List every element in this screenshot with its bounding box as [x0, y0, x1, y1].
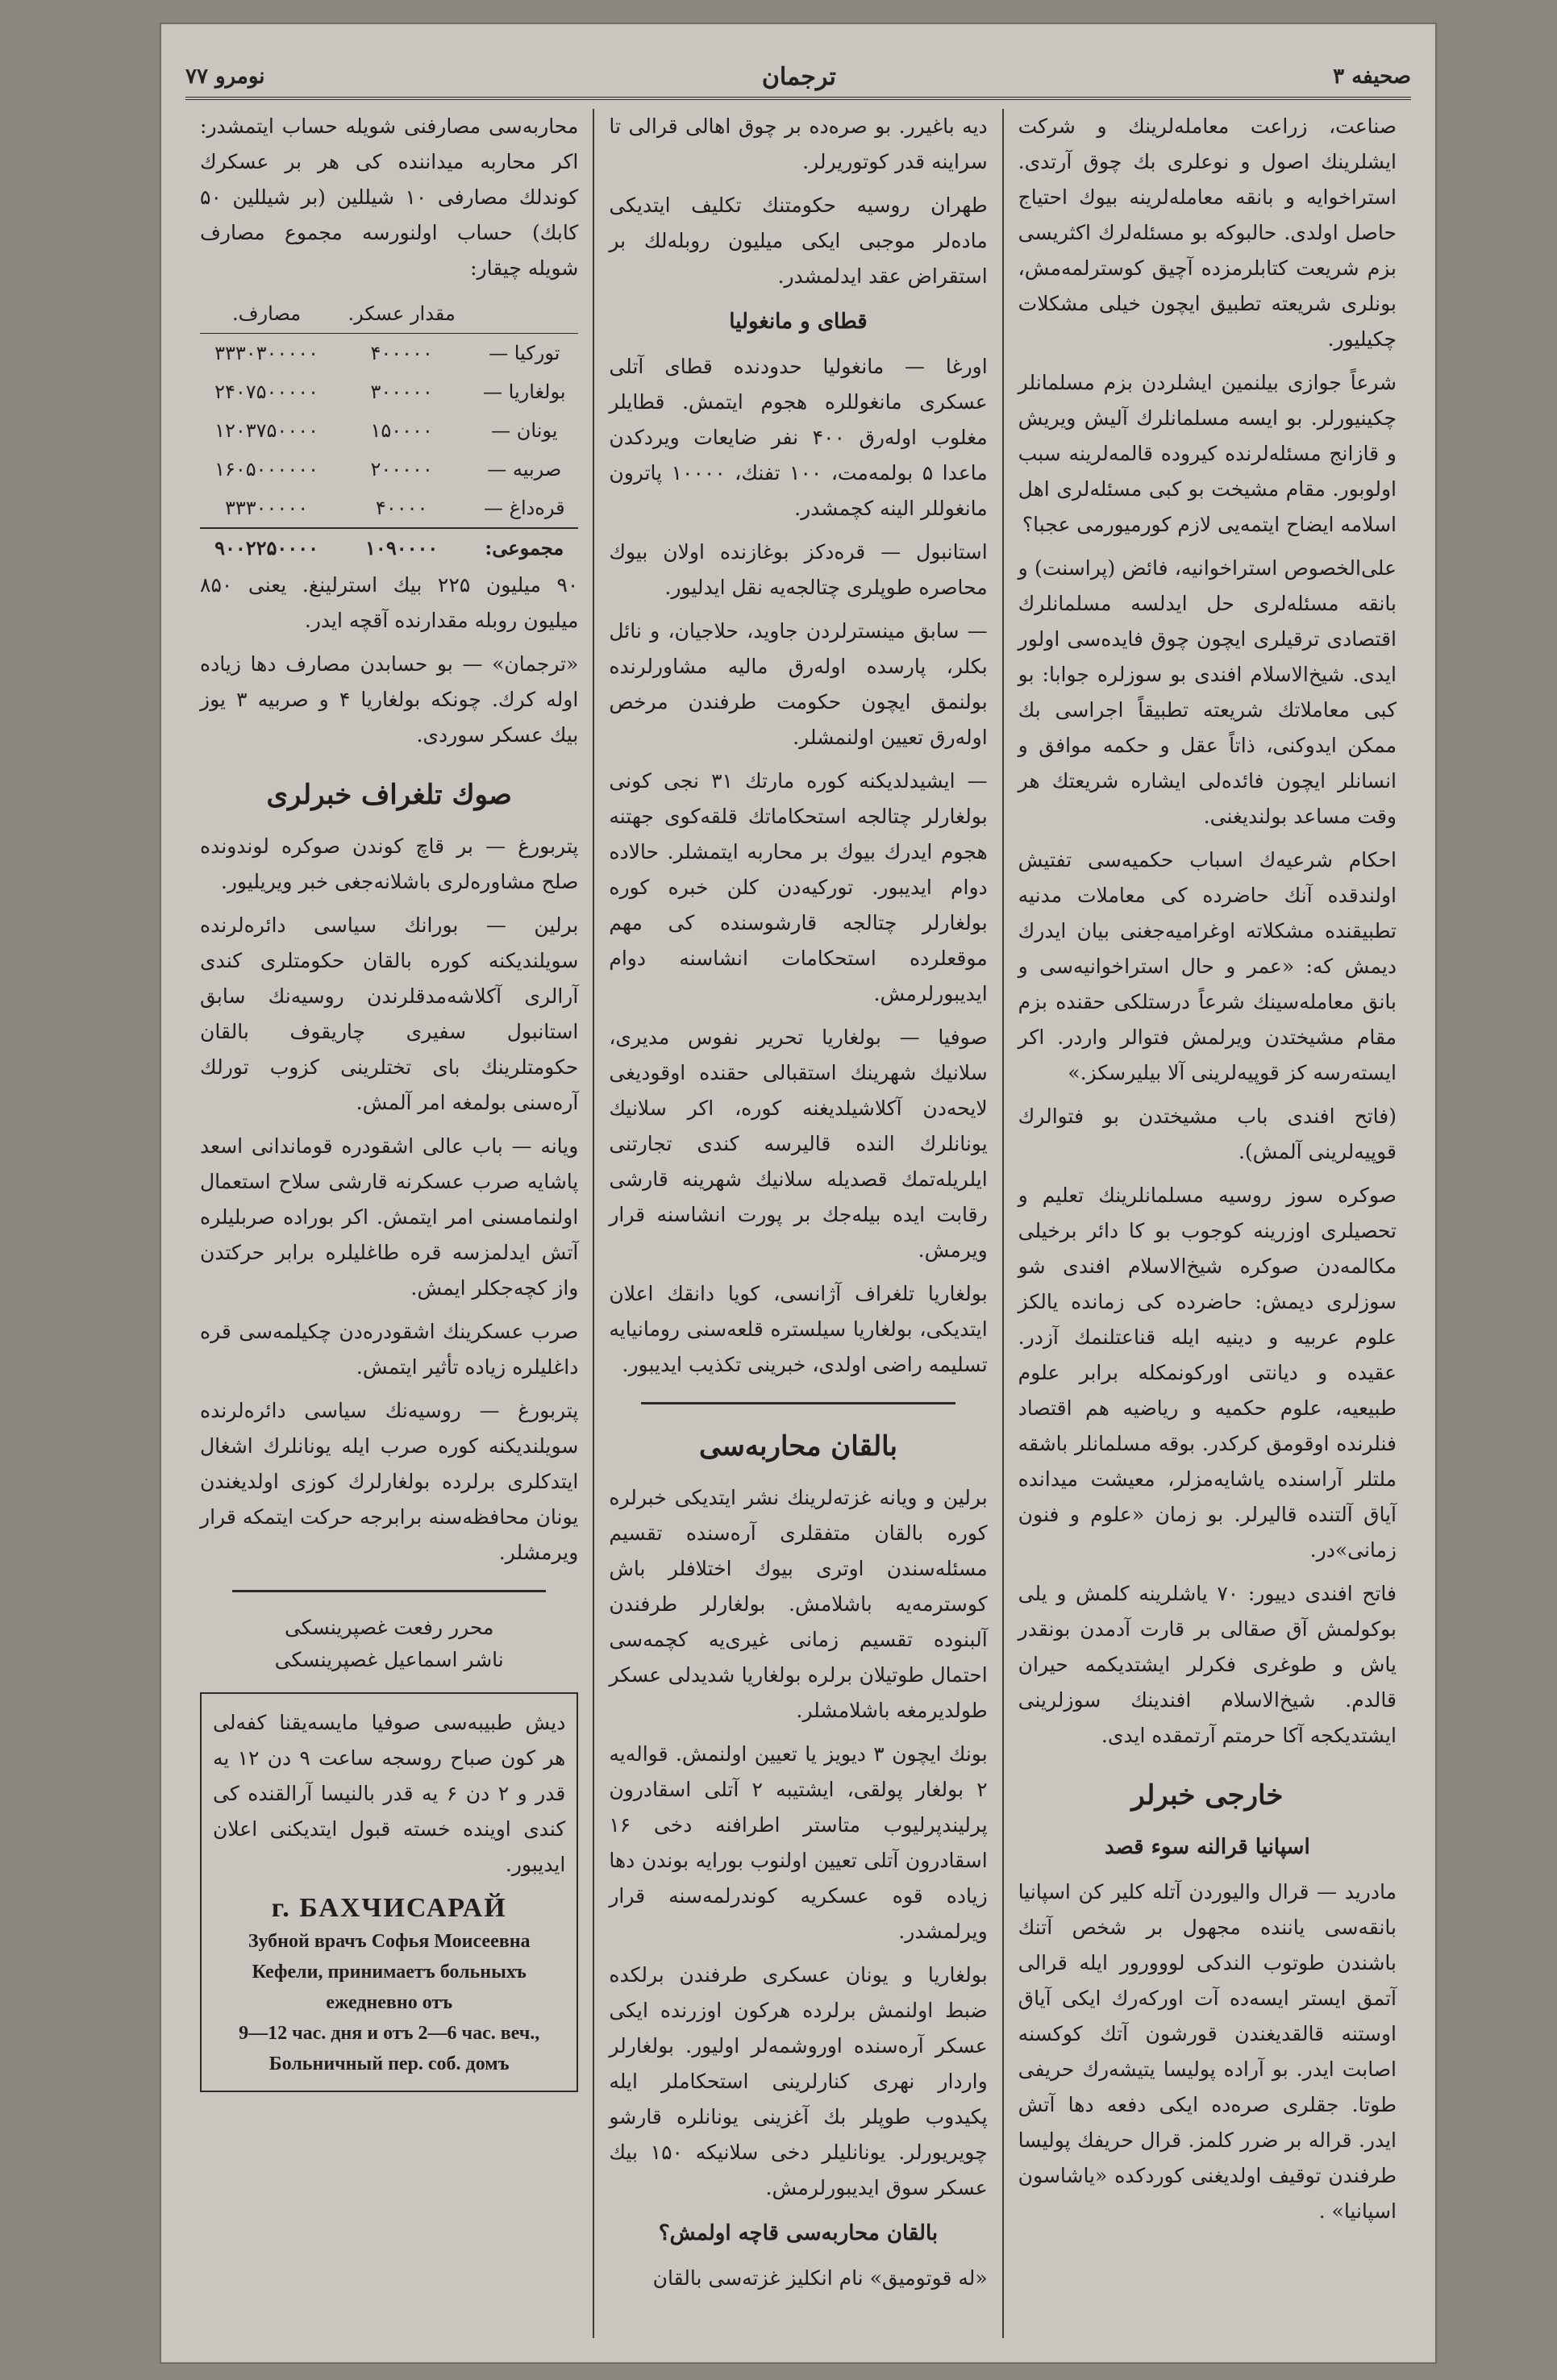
article-paragraph: «له قوتومیق» نام انکلیز غزته‌سی بالقان	[652, 2266, 988, 2290]
section-title-foreign-news: خارجی خبرلر	[1131, 1779, 1284, 1812]
table-cell: ۱۶۰۵۰۰۰۰۰۰	[214, 458, 318, 481]
table-row	[200, 372, 578, 411]
article-paragraph: صناعت، زراعت معامله‌لرینك و شرکت ایشلرینك اصول و نوعلری بك چوق آرتدی. استراخوایه و بانقه معامله‌لرینه بیوك احتیاج حاصل اولدی. حالبوکه بو مسئله‌لرك اکثریسی بزم شریعت کتابلرمزده آچیق کوسترلمه‌مش، بونلری شریعته تطبیق ایچون خیلی مشکلات چکیلیور.	[1018, 114, 1397, 351]
table-header	[470, 294, 578, 334]
divider	[232, 1590, 546, 1592]
war-expenses-table	[200, 294, 578, 568]
table-cell: ۱۰۹۰۰۰۰	[333, 528, 470, 568]
article-paragraph: شرعاً جوازی بیلنمین ایشلردن بزم مسلمانلر چکینیورلر. بو ایسه مسلمانلرك آلیش ویریش و قازانج مسئله‌لرنده کیروده قالمه‌لرینه سبب اولوبور. مقام مشیخت بو کبی مسئله‌لری اهل اسلامه ایضاح ایتمه‌یی لازم کورمیورمی عجبا؟	[1018, 371, 1397, 536]
table-cell: ۴۰۰۰۰۰	[370, 342, 433, 364]
article-paragraph: اورغا — مانغولیا حدودنده قطای آتلی عسکری مانغوللره هجوم ایتمش. قطایلر مغلوب اوله‌رق ۴۰۰ نفر ضایعات ویردکدن ماعدا ۵ بولمه‌مت، ۱۰۰ تفنك، ۱۰۰۰۰ پاترون مانغوللر الینه کچمشدر.	[609, 355, 988, 520]
article-paragraph: فاتح افندی دییور: ۷۰ یاشلرینه کلمش و یلی بوکولمش آق صقالی بر قارت آدمدن بونقدر یاش و طوغری فکرلر ایشتدیکمه حیران قالدم. شیخ‌الاسلام افندینك سوزلرینی ایشتدیکجه آکا حرمتم آرتمقده ایدی.	[1018, 1582, 1397, 1747]
signature-block	[200, 1612, 578, 1676]
table-cell: صربیه —	[487, 458, 562, 481]
article-paragraph: مادرید — قرال والیوردن آتله کلیر کن اسپانیا بانقه‌سی یاننده مجهول بر شخص آتنك باشندن طوتوب الندکی لووورور ایله قرالی آتمق ایستر ایسه‌ده آت اورکه‌رك ایکی آیاق اوستنه قالقدیغندن قورشون آتك کوکسنه اصابت ایدر. بو آراده پولیسا یتیشه‌رك حریفی طوتا. جقلری صره‌ده ایکی دفعه دها آتش ایدر. قراله بر ضرر کلمز. قرال حریفك پولیسا طرفندن توقیف اولدیغنی کوردکده «یاشاسون اسپانیا» .	[1018, 1880, 1397, 2223]
table-row	[200, 334, 578, 373]
article-paragraph: علی‌الخصوص استراخوانیه، فائض (پراسنت) و بانقه مسئله‌لری حل ایدلسه مسلمانلرك اقتصادی ترقیلری ایچون چوق فایده‌سی اولور ایدی. شیخ‌الاسلام افندی بو سوزلره جوابا: بو کبی معاملاتك شریعته تطبیقاً اجراسی بك ممکن ایدوکنی، ذاتاً عقل و حکمه موافق و انسانلر ایچون فائده‌لی ایشاره شریعتك هر وقت مساعد بولندیغنی.	[1018, 556, 1397, 828]
table-cell: ۲۴۰۷۵۰۰۰۰۰	[214, 381, 318, 403]
table-row	[200, 411, 578, 450]
subheading-war-cost: بالقان محاربه‌سی قاچه اولمش؟	[658, 2221, 939, 2245]
editor-line: محرر رفعت غصپرینسکی	[284, 1616, 494, 1639]
article-paragraph: ۹۰ میلیون ۲۲۵ بیك استرلینغ. یعنی ۸۵۰ میلیون روبله مقدارنده آقچه ایدر.	[200, 573, 579, 632]
publisher-line: ناشر اسماعیل غصپرینسکی	[274, 1648, 504, 1671]
article-paragraph: پتربورغ — بر قاچ کوندن صوکره لوندونده صلح مشاوره‌لری باشلانه‌جغی خبر ویریلیور.	[200, 834, 579, 893]
column-right	[1004, 109, 1411, 2338]
article-paragraph: بولغاریا تلغراف آژانسی، کویا دانقك اعلان ایتدیکی، بولغاریا سیلستره قلعه‌سنی رومانیایه تسلیمه راضی اولدی، خبرینی تکذیب ایدیبور.	[609, 1282, 988, 1376]
page-number: صحیفه ۳	[1333, 64, 1411, 89]
article-paragraph: برلین و ویانه غزته‌لرینك نشر ایتدیکی خبرلره کوره بالقان متفقلری آره‌سنده تقسیم مسئله‌سندن اوتری بیوك اختلافلر باش کوسترمه‌یه باشلامش. بولغارلر طرفندن آلبنوده تقسیم زمانی غیری‌یه کچمه‌سی احتمال طوتیلان برلره بولغاریا شدیدلی عسکر طولدیرمغه باشلامشلر.	[609, 1486, 988, 1722]
article-paragraph: — ایشیدلدیکنه کوره مارتك ۳۱ نجی کونی بولغارلر چتالجه استحکاماتك قلقه‌کوی جهتنه هجوم ایدرك بیوك بر محاربه ایتمشلر. حالاده دوام ایدیبور. تورکیه‌دن کلن خبره کوره بولغارلر چتالجه قارشوسنده کی مهم موقعلرده استحکامات انشاسنه دوام ایدیبورلرمش.	[609, 769, 988, 1005]
table-cell: ۱۵۰۰۰۰	[370, 419, 433, 442]
column-left	[185, 109, 594, 2338]
table-cell: ۹۰۰۲۲۵۰۰۰۰	[200, 528, 333, 568]
issue-number: نومرو ۷۷	[185, 64, 265, 89]
ad-russian-line: Больничный пер. соб. домъ	[269, 2053, 510, 2074]
table-cell: یونان —	[491, 419, 558, 442]
newspaper-page	[161, 24, 1435, 2362]
table-total-row	[200, 528, 578, 568]
columns	[185, 109, 1411, 2338]
article-paragraph: صوکره سوز روسیه مسلمانلرینك تعلیم و تحصیلری اوزرینه کوجوب بو کا دائر برخیلی مکالمه‌دن صوکره شیخ‌الاسلام افندی شو سوزلری دیمش: حاضرده کی زمانده یالکز علوم عربیه و دینیه ایله قناعتلنمك آزدر. عقیده و دیانتی اورکونمکله برابر علوم طبیعیه، علوم حکمیه و ریاضیه هم اقتصاد فنلرنده اوقومق کرکدر. بوقه مسلمانلر باشقه ملتلر آراسنده یاشایه‌مزلر، معیشت میدانده آیاق آلتنده قالیرلر. بو زمان «علوم و فنون زمانی»در.	[1018, 1184, 1397, 1562]
article-paragraph: پتربورغ — روسیه‌نك سیاسی دائره‌لرنده سویلندیکنه کوره صرب ایله یونانلرك اشغال ایتدکلری برلرده بولغارلرك کوزی اولدیغندن یونان محافظه‌سنه برابرجه حرکت ایتمکه قرار ویرمشلر.	[200, 1399, 579, 1564]
ad-russian-line: Зубной врачъ Софья Моисеевна Кефели, принимаетъ больныхъ ежедневно отъ	[248, 1931, 531, 2013]
article-paragraph: طهران روسیه حکومتنك تکلیف ایتدیکی مادەلر موجبی ایکی میلیون روبله‌لك بر استقراض عقد ایدلمشدر.	[609, 193, 988, 288]
article-paragraph: دیه باغیرر. بو صره‌ده بر چوق اهالی قرالی تا سراینه قدر کوتوریرلر.	[609, 114, 988, 173]
column-middle	[594, 109, 1003, 2338]
article-paragraph: استانبول — قره‌دکز بوغازنده اولان بیوك محاصره طوپلری چتالجه‌یه نقل ایدلیور.	[609, 540, 988, 599]
article-paragraph: (فاتح افندی باب مشیختدن بو فتوالرك قوپیه‌لرینی آلمش).	[1018, 1105, 1397, 1163]
table-header: مقدار عسکر.	[333, 294, 470, 334]
article-paragraph: بونك ایچون ۳ دیویز یا تعیین اولنمش. قواله‌یه ۲ بولغار پولقی، ایشتیبه ۲ آتلی اسقادرون پرلیندپرلیوب متاستر اطرافنه دخی ۱۶ اسقادرون آتلی تعیین اولنوب بورایه بوندن دها زیاده قوه عسکریه کوندرلمه‌سنه قرار ویرلمشدر.	[609, 1742, 988, 1943]
page-header	[185, 56, 1411, 100]
table-cell: ۲۰۰۰۰۰	[370, 458, 433, 481]
ad-russian-line: 9—12 час. дня и отъ 2—6 час. веч.,	[239, 2023, 540, 2044]
table-row	[200, 450, 578, 489]
table-cell: تورکیا —	[489, 342, 560, 364]
article-paragraph: محاربه‌سی مصارفنی شویله حساب ایتمشدر: اکر محاربه میداننده کی هر بر عسکرك کوندلك مصارفی ۱۰ شیللین (بر شیللین ۵۰ کابك) حساب اولنورسه مجموع مصارف شویله چیقار:	[200, 114, 579, 280]
ad-text: دیش طبیبه‌سی صوفیا مایسه‌یقنا کفه‌لی هر کون صباح روسجه ساعت ۹ دن ۱۲ یه قدر و ۲ دن ۶ یه قدر بالنیسا آرالقنده کی کندی اوینده خسته قبول ایتدیکنی اعلان ایدیبور.	[213, 1711, 566, 1876]
article-paragraph: صوفیا — بولغاریا تحریر نفوس مدیری، سلانیك شهرینك استقبالی حقنده اوقودیغی لایحه‌دن آکلاشیلدیغنه کوره، اکر سلانیك یونانلرك النده قالیرسه کندی تجارتنی ایلریله‌تمك قصدیله سلانیك شهرینه قارشی رقابت ایده بیله‌جك بر پورت انشاسنه قرار ویرمش.	[609, 1026, 988, 1262]
table-cell: مجموعی:	[470, 528, 578, 568]
table-header: مصارف.	[200, 294, 333, 334]
section-title-latest-telegrams: صوك تلغراف خبرلری	[266, 779, 512, 811]
table-cell: قره‌داغ —	[484, 497, 565, 519]
newspaper-title: ترجمان	[761, 62, 836, 91]
section-title-balkan-war: بالقان محاربه‌سی	[699, 1430, 898, 1463]
table-row	[200, 489, 578, 528]
table-cell: ۱۲۰۳۷۵۰۰۰۰	[214, 419, 318, 442]
article-paragraph: برلین — بورانك سیاسی دائره‌لرنده سویلندیکنه کوره بالقان حکومتلری کندی آرالری آکلاشه‌مدقلرندن روسیه‌نك سابق استانبول سفیری چاریقوف بالقان حکومتلرینك بای تختلرینی کزوب تورلك آره‌سنی بولمغه امر آلمش.	[200, 913, 579, 1114]
table-cell: بولغاریا —	[483, 381, 566, 403]
table-cell: ۳۳۳۰۰۰۰۰	[224, 497, 309, 519]
article-paragraph: «ترجمان» — بو حسابدن مصارف دها زیاده اوله کرك. چونکه بولغاریا ۴ و صربیه ۳ یوز بیك عسکر سوردی.	[200, 652, 579, 747]
divider	[641, 1402, 955, 1404]
dentist-advertisement	[200, 1692, 578, 2092]
article-paragraph: — سابق مینسترلردن جاوید، حلاجیان، و نائل بکلر، پارسده اوله‌رق مالیه مشاورلرنده بولنمق ایچون حکومت طرفندن مرخص اوله‌رق تعیین اولنمشلر.	[609, 619, 988, 749]
article-paragraph: صرب عسکرینك اشقودره‌دن چکیلمه‌سی قره داغلیلره زیاده تأثیر ایتمش.	[200, 1320, 579, 1379]
table-cell: ۴۰۰۰۰	[375, 497, 428, 519]
article-paragraph: احکام شرعیه‌ك اسباب حکمیه‌سی تفتیش اولندقده آنك حاضرده کی معاملات مدنیه تطبیقنده مشکلاته اوغرامیه‌جغنی بیان ایدرك دیمش که: «عمر و حال استراخوانیه‌سی و بانق معامله‌سینك شرعاً درستلکی حقنده بزم مقام مشیختدن ویرلمش فتوالر واردر. اکر ایسته‌رسه کز قوپیه‌لرینی آلا بیلیرسکز.»	[1018, 848, 1397, 1084]
subheading-spain: اسپانیا قرالنه سوء قصد	[1104, 1835, 1310, 1859]
article-paragraph: ویانه — باب عالی اشقودره قوماندانی اسعد پاشایه صرب عسکرنه قارشی سلاح استعمال اولنمامسنی امر ایتمش. اکر بوراده صربلیلره آتش ایدلمزسه قره طاغلیلره برابر حرکتدن واز کچه‌جکلر ایمش.	[200, 1134, 579, 1300]
table-cell: ۳۰۰۰۰۰	[370, 381, 433, 403]
table-cell: ۳۳۳۰۳۰۰۰۰۰	[214, 342, 318, 364]
ad-city: г. БАХЧИСАРАЙ	[271, 1893, 507, 1923]
article-paragraph: بولغاریا و یونان عسکری طرفندن برلکده ضبط اولنمش برلرده هرکون اوزرنده ایکی عسکر آره‌سنده اوروشمه‌لر اولیور. بولغارلر واردار نهری کنارلرینی استحکاملر ایله پکیدوب طوپلر بك آغزینی یونانلره قارشو چویریورلر. یونانلیلر دخی سلانیکه ۱۵۰ بیك عسکر سوق ایدیبورلرمش.	[609, 1963, 988, 2199]
subheading-china-mongolia: قطای و مانغولیا	[729, 310, 868, 334]
